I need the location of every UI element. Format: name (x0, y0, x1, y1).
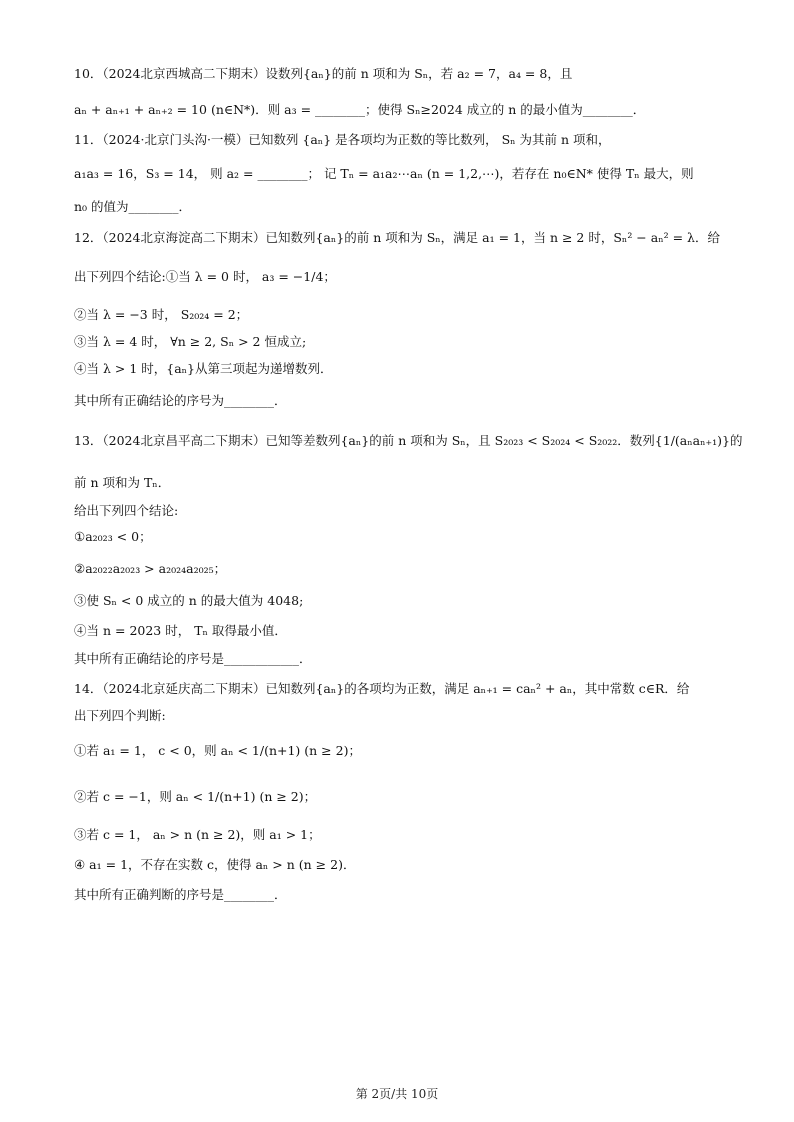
problem-13-line-5: ②a₂₀₂₂a₂₀₂₃ > a₂₀₂₄a₂₀₂₅； (74, 561, 227, 576)
problem-14-line-6: ④ a₁ = 1，不存在实数 c，使得 aₙ > n (n ≥ 2)． (74, 857, 356, 872)
page-footer: 第 2页/共 10页 (355, 1087, 439, 1101)
problem-10-line-2: aₙ + aₙ₊₁ + aₙ₊₂ = 10 (n∈N*)．则 a₃ = ________；使得 Sₙ≥2024 成立的 n 的最小值为________． (74, 102, 646, 117)
problem-13-line-2: 前 n 项和为 Tₙ． (74, 475, 171, 490)
problem-12-line-2: 出下列四个结论:①当 λ = 0 时， a₃ = −1/4； (74, 269, 336, 284)
problem-12-line-5: ④当 λ > 1 时，{aₙ}从第三项起为递增数列． (74, 361, 333, 376)
problem-14-line-3: ①若 a₁ = 1， c < 0，则 aₙ < 1/(n+1) (n ≥ 2)； (74, 743, 361, 758)
problem-10-line-1: 10．（2024北京西城高二下期末）设数列{aₙ}的前 n 项和为 Sₙ，若 a₂ = 7，a₄ = 8，且 (74, 66, 573, 81)
problem-14-line-1: 14．（2024北京延庆高二下期末）已知数列{aₙ}的各项均为正数，满足 aₙ₊₁ = caₙ² + aₙ，其中常数 c∈R．给 (74, 681, 690, 696)
problem-14-line-4: ②若 c = −1，则 aₙ < 1/(n+1) (n ≥ 2)； (74, 789, 317, 804)
problem-13-line-4: ①a₂₀₂₃ < 0； (74, 529, 152, 544)
problem-13-line-7: ④当 n = 2023 时， Tₙ 取得最小值． (74, 623, 287, 638)
problem-12-line-3: ②当 λ = −3 时， S₂₀₂₄ = 2； (74, 307, 249, 322)
problem-11-line-1: 11．（2024·北京门头沟·一模）已知数列 {aₙ} 是各项均为正数的等比数列， Sₙ 为其前 n 项和， (74, 132, 611, 147)
problem-13-line-8: 其中所有正确结论的序号是____________． (74, 651, 312, 666)
problem-14-line-5: ③若 c = 1， aₙ > n (n ≥ 2)，则 a₁ > 1； (74, 827, 321, 842)
problem-11-line-2: a₁a₃ = 16，S₃ = 14， 则 a₂ = ________； 记 Tₙ = a₁a₂⋯aₙ (n = 1,2,⋯)，若存在 n₀∈N* 使得 Tₙ 最大，则 (74, 166, 694, 181)
problem-13-line-6: ③使 Sₙ < 0 成立的 n 的最大值为 4048; (74, 593, 304, 608)
problem-14-line-2: 出下列四个判断: (74, 708, 166, 723)
problem-13-line-1: 13．（2024北京昌平高二下期末）已知等差数列{aₙ}的前 n 项和为 Sₙ，且 S₂₀₂₃ < S₂₀₂₄ < S₂₀₂₂．数列{1/(aₙaₙ₊₁)}的 (74, 433, 743, 448)
problem-12-line-1: 12．（2024北京海淀高二下期末）已知数列{aₙ}的前 n 项和为 Sₙ，满足 a₁ = 1，当 n ≥ 2 时，Sₙ² − aₙ² = λ．给 (74, 230, 720, 245)
problem-12-line-4: ③当 λ = 4 时， ∀n ≥ 2, Sₙ > 2 恒成立; (74, 334, 307, 349)
problem-14-line-7: 其中所有正确判断的序号是________． (74, 887, 287, 902)
problem-13-line-3: 给出下列四个结论: (74, 503, 179, 518)
problem-12-line-6: 其中所有正确结论的序号为________． (74, 393, 287, 408)
problem-11-line-3: n₀ 的值为________． (74, 199, 192, 214)
